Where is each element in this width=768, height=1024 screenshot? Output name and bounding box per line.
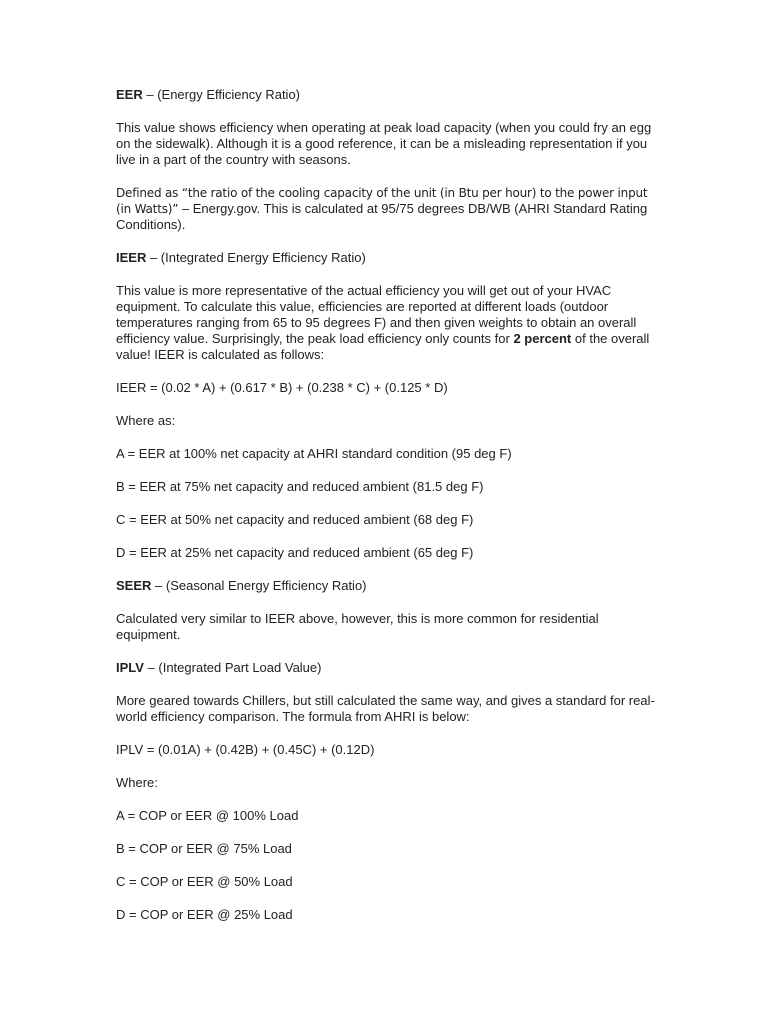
ieer-formula: IEER = (0.02 * A) + (0.617 * B) + (0.238 * C) + (0.125 * D) xyxy=(116,380,448,395)
seer-heading xyxy=(116,578,661,594)
document-page xyxy=(116,87,661,940)
iplv-definition-a: A = COP or EER @ 100% Load xyxy=(116,808,299,823)
ieer-description-end: of the overall value! IEER is calculated as follows: xyxy=(116,331,650,362)
eer-title: – (Energy Efficiency Ratio) xyxy=(142,87,301,102)
ieer-description-start: This value is more representative of the actual efficiency you will get out of your HVAC equipment. To calculate this value, efficiencies are reported at different loads (outdoor temperatures ranging from 65 to 95 degrees F) and then given weights to obtain an overall efficiency value. Surprisingly, the peak load efficiency only counts for xyxy=(116,283,637,346)
iplv-title: – (Integrated Part Load Value) xyxy=(143,660,322,675)
ieer-description xyxy=(116,283,661,363)
iplv-term: IPLV xyxy=(116,660,144,675)
ieer-definition-b: B = EER at 75% net capacity and reduced ambient (81.5 deg F) xyxy=(116,479,484,494)
ieer-definition-d: D = EER at 25% net capacity and reduced ambient (65 deg F) xyxy=(116,545,474,560)
iplv-formula: IPLV = (0.01A) + (0.42B) + (0.45C) + (0.12D) xyxy=(116,742,375,757)
seer-term: SEER xyxy=(116,578,152,593)
ieer-term: IEER xyxy=(116,250,147,265)
ieer-definition-a: A = EER at 100% net capacity at AHRI standard condition (95 deg F) xyxy=(116,446,512,461)
eer-definition-rest: – Energy.gov. This is calculated at 95/75 degrees DB/WB (AHRI Standard Rating Conditions). xyxy=(116,201,648,232)
seer-description: Calculated very similar to IEER above, however, this is more common for residential equipment. xyxy=(116,611,599,642)
iplv-where-label: Where: xyxy=(116,775,158,790)
eer-description: This value shows efficiency when operating at peak load capacity (when you could fry an egg on the sidewalk). Although it is a good reference, it can be a misleading representation if you live in a part of the country with seasons. xyxy=(116,120,652,167)
ieer-description-bold: 2 percent xyxy=(513,331,572,346)
eer-definition xyxy=(116,185,661,233)
eer-term: EER xyxy=(116,87,143,102)
iplv-definition-c: C = COP or EER @ 50% Load xyxy=(116,874,293,889)
ieer-title: – (Integrated Energy Efficiency Ratio) xyxy=(146,250,366,265)
iplv-definition-b: B = COP or EER @ 75% Load xyxy=(116,841,292,856)
iplv-heading xyxy=(116,660,661,676)
iplv-definition-d: D = COP or EER @ 25% Load xyxy=(116,907,293,922)
iplv-description: More geared towards Chillers, but still calculated the same way, and gives a standard for real-world efficiency comparison. The formula from AHRI is below: xyxy=(116,693,655,724)
eer-heading xyxy=(116,87,661,103)
ieer-where-label: Where as: xyxy=(116,413,176,428)
ieer-heading xyxy=(116,250,661,266)
eer-definition-quote: Defined as “the ratio of the cooling capacity of the unit (in Btu per hour) to the power input (in Watts)” xyxy=(116,186,648,216)
seer-title: – (Seasonal Energy Efficiency Ratio) xyxy=(151,578,367,593)
ieer-definition-c: C = EER at 50% net capacity and reduced ambient (68 deg F) xyxy=(116,512,474,527)
